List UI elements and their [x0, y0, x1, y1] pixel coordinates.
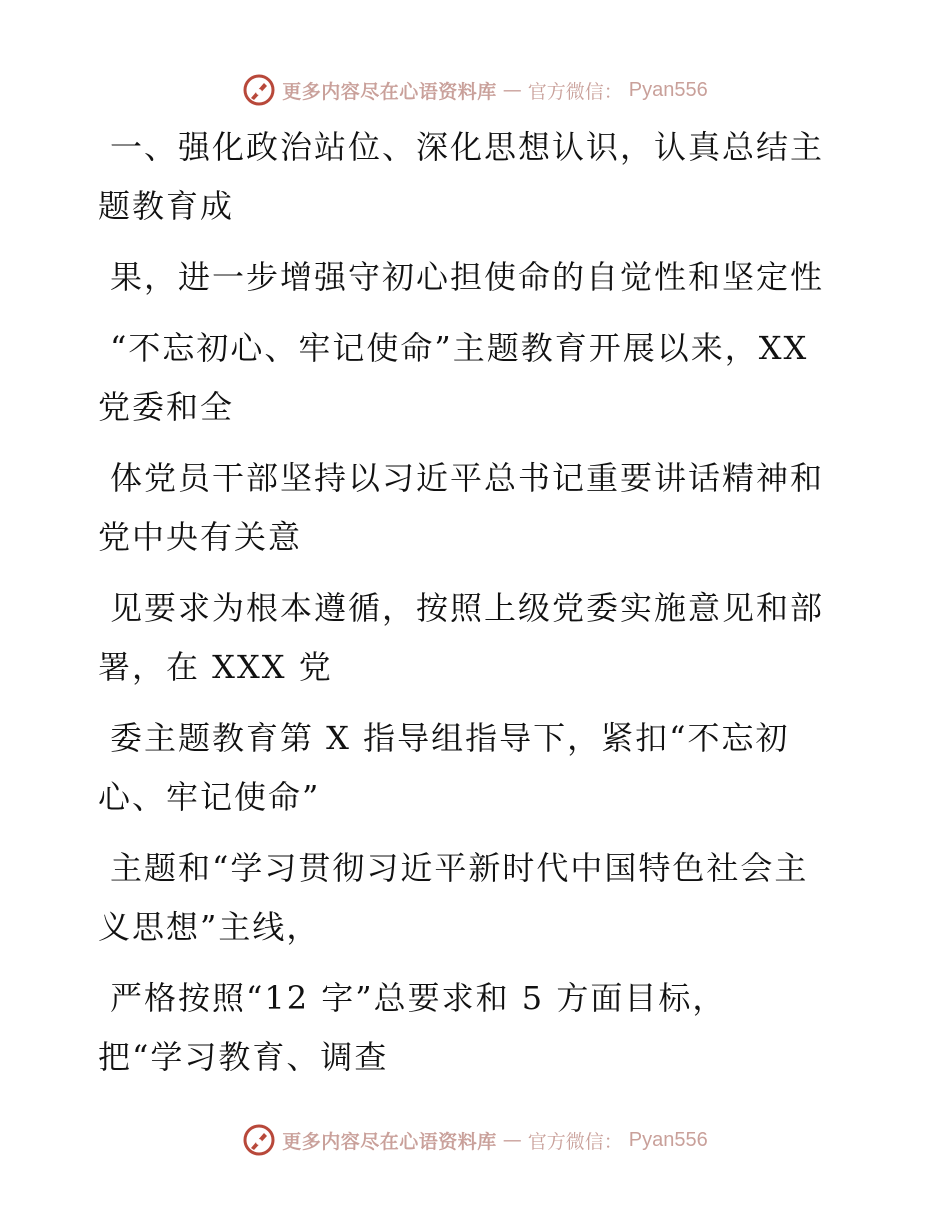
text-line: “不忘初心、牢记使命”主题教育开展以来，XX: [110, 329, 809, 367]
text-line: 严格按照“12 字”总要求和 5 方面目标，: [110, 979, 727, 1017]
text-line: 心、牢记使命”: [98, 778, 321, 816]
banner-brand-text: 更多内容尽在心语资料库: [282, 80, 497, 103]
text-line: 党中央有关意: [98, 518, 303, 556]
text-line: 党委和全: [98, 388, 235, 426]
banner-dash: —: [502, 1129, 522, 1151]
header-watermark-banner: [0, 70, 950, 110]
text-line: 义思想”主线，: [98, 908, 321, 946]
text-line: 把“学习教育、调查: [98, 1038, 389, 1076]
banner-dash: —: [502, 79, 522, 101]
text-line: 委主题教育第 X 指导组指导下，紧扣“不忘初: [110, 719, 790, 757]
banner-wechat-label: 官方微信：: [527, 1130, 623, 1153]
text-line: 果，进一步增强守初心担使命的自觉性和坚定性: [110, 258, 825, 296]
banner-wechat-label: 官方微信：: [527, 80, 623, 103]
footer-watermark-banner: [0, 1120, 950, 1160]
text-line: 见要求为根本遵循，按照上级党委实施意见和部: [110, 589, 825, 627]
banner-wechat-handle: Pyan556: [628, 1128, 708, 1151]
text-line: 题教育成: [98, 187, 235, 225]
document-body: [98, 118, 838, 1087]
text-line: 体党员干部坚持以习近平总书记重要讲话精神和: [110, 459, 825, 497]
text-line: 主题和“学习贯彻习近平新时代中国特色社会主: [110, 849, 809, 887]
text-line: 署，在 XXX 党: [98, 648, 333, 686]
banner-brand-text: 更多内容尽在心语资料库: [282, 1130, 497, 1153]
banner-wechat-handle: Pyan556: [628, 78, 708, 101]
pen-logo-icon: [242, 73, 276, 107]
text-line: 一、强化政治站位、深化思想认识，认真总结主: [110, 128, 825, 166]
pen-logo-icon: [242, 1123, 276, 1157]
